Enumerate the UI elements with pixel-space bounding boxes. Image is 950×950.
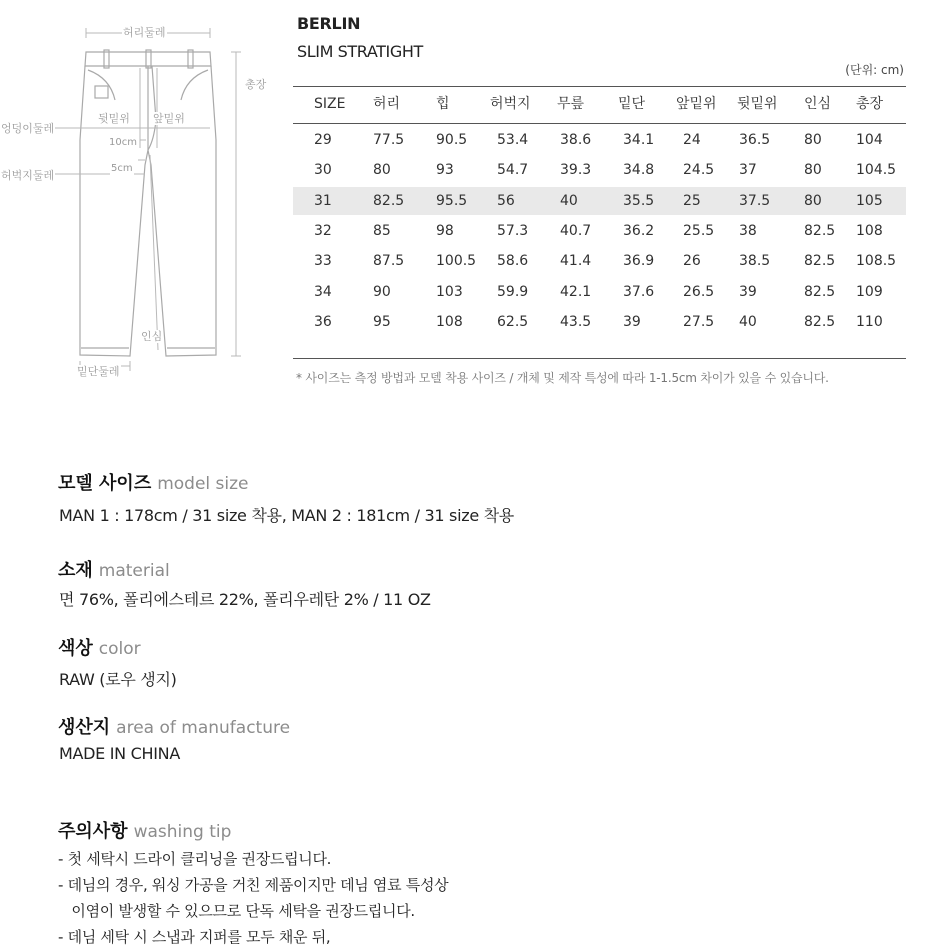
washing-tip-line-3: 이염이 발생할 수 있으므로 단독 세탁을 권장드립니다. <box>58 902 415 920</box>
model-size-heading <box>58 469 249 495</box>
table-row <box>293 156 906 184</box>
total-length-label: 총장 <box>245 78 267 91</box>
material-heading-ko: 소재 <box>58 560 93 581</box>
washing-tip-line-2: - 데님의 경우, 워싱 가공을 거친 제품이지만 데님 염료 특성상 <box>58 876 449 894</box>
material-heading-en: material <box>98 561 170 581</box>
material-value: 면 76%, 폴리에스테르 22%, 폴리우레탄 2% / 11 OZ <box>59 590 431 609</box>
washing-tip-heading <box>58 817 231 843</box>
header-total-length: 총장 <box>856 96 884 112</box>
cell-inseam: 80 <box>804 162 822 179</box>
cell-knee: 40 <box>560 192 578 209</box>
cell-waist: 82.5 <box>373 192 405 209</box>
table-row <box>293 308 906 336</box>
cell-front-rise: 24 <box>683 132 701 148</box>
table-header-row <box>293 86 906 122</box>
table-bottom-rule <box>293 358 906 359</box>
cell-hip: 95.5 <box>436 192 468 209</box>
cell-back-rise: 36.5 <box>739 132 771 148</box>
five-cm-label: 5cm <box>111 163 133 174</box>
cell-knee: 41.4 <box>560 253 592 270</box>
cell-waist: 77.5 <box>373 132 405 148</box>
header-inseam: 인심 <box>804 96 832 112</box>
table-row <box>293 126 906 154</box>
washing-tip-line-4: - 데님 세탁 시 스냅과 지퍼를 모두 채운 뒤, <box>58 928 331 946</box>
washing-tip-heading-ko: 주의사항 <box>58 821 128 842</box>
cell-inseam: 80 <box>804 192 822 209</box>
cell-hip: 90.5 <box>436 132 468 148</box>
cell-hem: 39 <box>623 313 641 330</box>
table-row <box>293 187 906 215</box>
origin-value: MADE IN CHINA <box>59 744 180 763</box>
cell-size: 36 <box>314 313 332 330</box>
cell-total-length: 108.5 <box>856 253 897 270</box>
cell-inseam: 82.5 <box>804 283 836 300</box>
cell-inseam: 80 <box>804 132 822 148</box>
cell-back-rise: 37.5 <box>739 192 771 209</box>
header-hip: 힙 <box>436 96 450 112</box>
cell-back-rise: 39 <box>739 283 757 300</box>
cell-hem: 34.8 <box>623 162 655 179</box>
model-size-heading-en: model size <box>157 474 249 494</box>
cell-hip: 100.5 <box>436 253 477 270</box>
cell-size: 33 <box>314 253 332 270</box>
origin-heading-ko: 생산지 <box>58 717 111 738</box>
color-value: RAW (로우 생지) <box>59 670 177 689</box>
cell-size: 32 <box>314 222 332 239</box>
ten-cm-label: 10cm <box>109 137 137 148</box>
cell-total-length: 109 <box>856 283 883 300</box>
cell-back-rise: 40 <box>739 313 757 330</box>
cell-hip: 93 <box>436 162 454 179</box>
header-size: SIZE <box>314 96 346 112</box>
cell-waist: 85 <box>373 222 391 239</box>
unit-label: (단위: cm) <box>845 63 904 77</box>
origin-heading <box>58 713 290 739</box>
color-heading-en: color <box>98 639 141 659</box>
cell-total-length: 105 <box>856 192 883 209</box>
cell-thigh: 56 <box>497 192 515 209</box>
cell-waist: 95 <box>373 313 391 330</box>
cell-thigh: 57.3 <box>497 222 529 239</box>
product-fit: SLIM STRATIGHT <box>297 42 423 61</box>
header-waist: 허리 <box>373 96 401 112</box>
cell-total-length: 108 <box>856 222 883 239</box>
cell-hem: 37.6 <box>623 283 655 300</box>
product-name: BERLIN <box>297 14 361 33</box>
cell-front-rise: 26 <box>683 253 701 270</box>
cell-thigh: 62.5 <box>497 313 529 330</box>
cell-hem: 36.9 <box>623 253 655 270</box>
cell-waist: 87.5 <box>373 253 405 270</box>
cell-size: 31 <box>314 192 332 209</box>
model-size-heading-ko: 모델 사이즈 <box>58 473 152 494</box>
cell-total-length: 110 <box>856 313 883 330</box>
cell-back-rise: 37 <box>739 162 757 179</box>
size-note: * 사이즈는 측정 방법과 모델 착용 사이즈 / 개체 및 제작 특성에 따라 1-1.5cm 차이가 있을 수 있습니다. <box>296 371 829 385</box>
cell-total-length: 104.5 <box>856 162 897 179</box>
thigh-circumference-label: 허벅지둘레 <box>1 169 55 182</box>
cell-size: 34 <box>314 283 332 300</box>
color-heading-ko: 색상 <box>58 638 93 659</box>
front-rise-label: 앞밑위 <box>153 112 185 125</box>
cell-hem: 36.2 <box>623 222 655 239</box>
washing-tip-heading-en: washing tip <box>133 822 232 842</box>
cell-size: 29 <box>314 132 332 148</box>
size-diagram <box>0 0 280 390</box>
header-back-rise: 뒷밑위 <box>737 96 778 112</box>
table-header-rule <box>293 123 906 124</box>
header-front-rise: 앞밑위 <box>676 96 717 112</box>
cell-knee: 38.6 <box>560 132 592 148</box>
cell-front-rise: 25.5 <box>683 222 715 239</box>
cell-total-length: 104 <box>856 132 883 148</box>
washing-tip-line-1: - 첫 세탁시 드라이 클리닝을 권장드립니다. <box>58 850 332 868</box>
cell-inseam: 82.5 <box>804 253 836 270</box>
cell-knee: 40.7 <box>560 222 592 239</box>
cell-knee: 39.3 <box>560 162 592 179</box>
cell-front-rise: 26.5 <box>683 283 715 300</box>
cell-knee: 43.5 <box>560 313 592 330</box>
cell-hip: 108 <box>436 313 463 330</box>
cell-thigh: 59.9 <box>497 283 529 300</box>
cell-front-rise: 24.5 <box>683 162 715 179</box>
cell-back-rise: 38 <box>739 222 757 239</box>
cell-hip: 103 <box>436 283 463 300</box>
color-heading <box>58 634 141 660</box>
table-row <box>293 278 906 306</box>
cell-hip: 98 <box>436 222 454 239</box>
cell-front-rise: 25 <box>683 192 701 209</box>
waist-circumference-label: 허리둘레 <box>123 26 166 39</box>
cell-knee: 42.1 <box>560 283 592 300</box>
back-rise-label: 뒷밑위 <box>98 112 130 125</box>
material-heading <box>58 556 170 582</box>
cell-waist: 80 <box>373 162 391 179</box>
cell-inseam: 82.5 <box>804 222 836 239</box>
cell-back-rise: 38.5 <box>739 253 771 270</box>
header-hem: 밑단 <box>618 96 646 112</box>
hem-circumference-label: 밑단둘레 <box>77 365 120 378</box>
origin-heading-en: area of manufacture <box>116 718 291 738</box>
hip-circumference-label: 엉덩이둘레 <box>1 122 55 135</box>
cell-front-rise: 27.5 <box>683 313 715 330</box>
cell-thigh: 54.7 <box>497 162 529 179</box>
cell-waist: 90 <box>373 283 391 300</box>
cell-thigh: 53.4 <box>497 132 529 148</box>
table-row <box>293 247 906 275</box>
model-size-value: MAN 1 : 178cm / 31 size 착용, MAN 2 : 181cm / 31 size 착용 <box>59 506 514 525</box>
table-row <box>293 217 906 245</box>
header-knee: 무릎 <box>557 96 585 112</box>
cell-inseam: 82.5 <box>804 313 836 330</box>
cell-hem: 35.5 <box>623 192 655 209</box>
cell-hem: 34.1 <box>623 132 655 148</box>
header-thigh: 허벅지 <box>490 96 531 112</box>
cell-thigh: 58.6 <box>497 253 529 270</box>
inseam-label: 인심 <box>141 330 163 343</box>
cell-size: 30 <box>314 162 332 179</box>
